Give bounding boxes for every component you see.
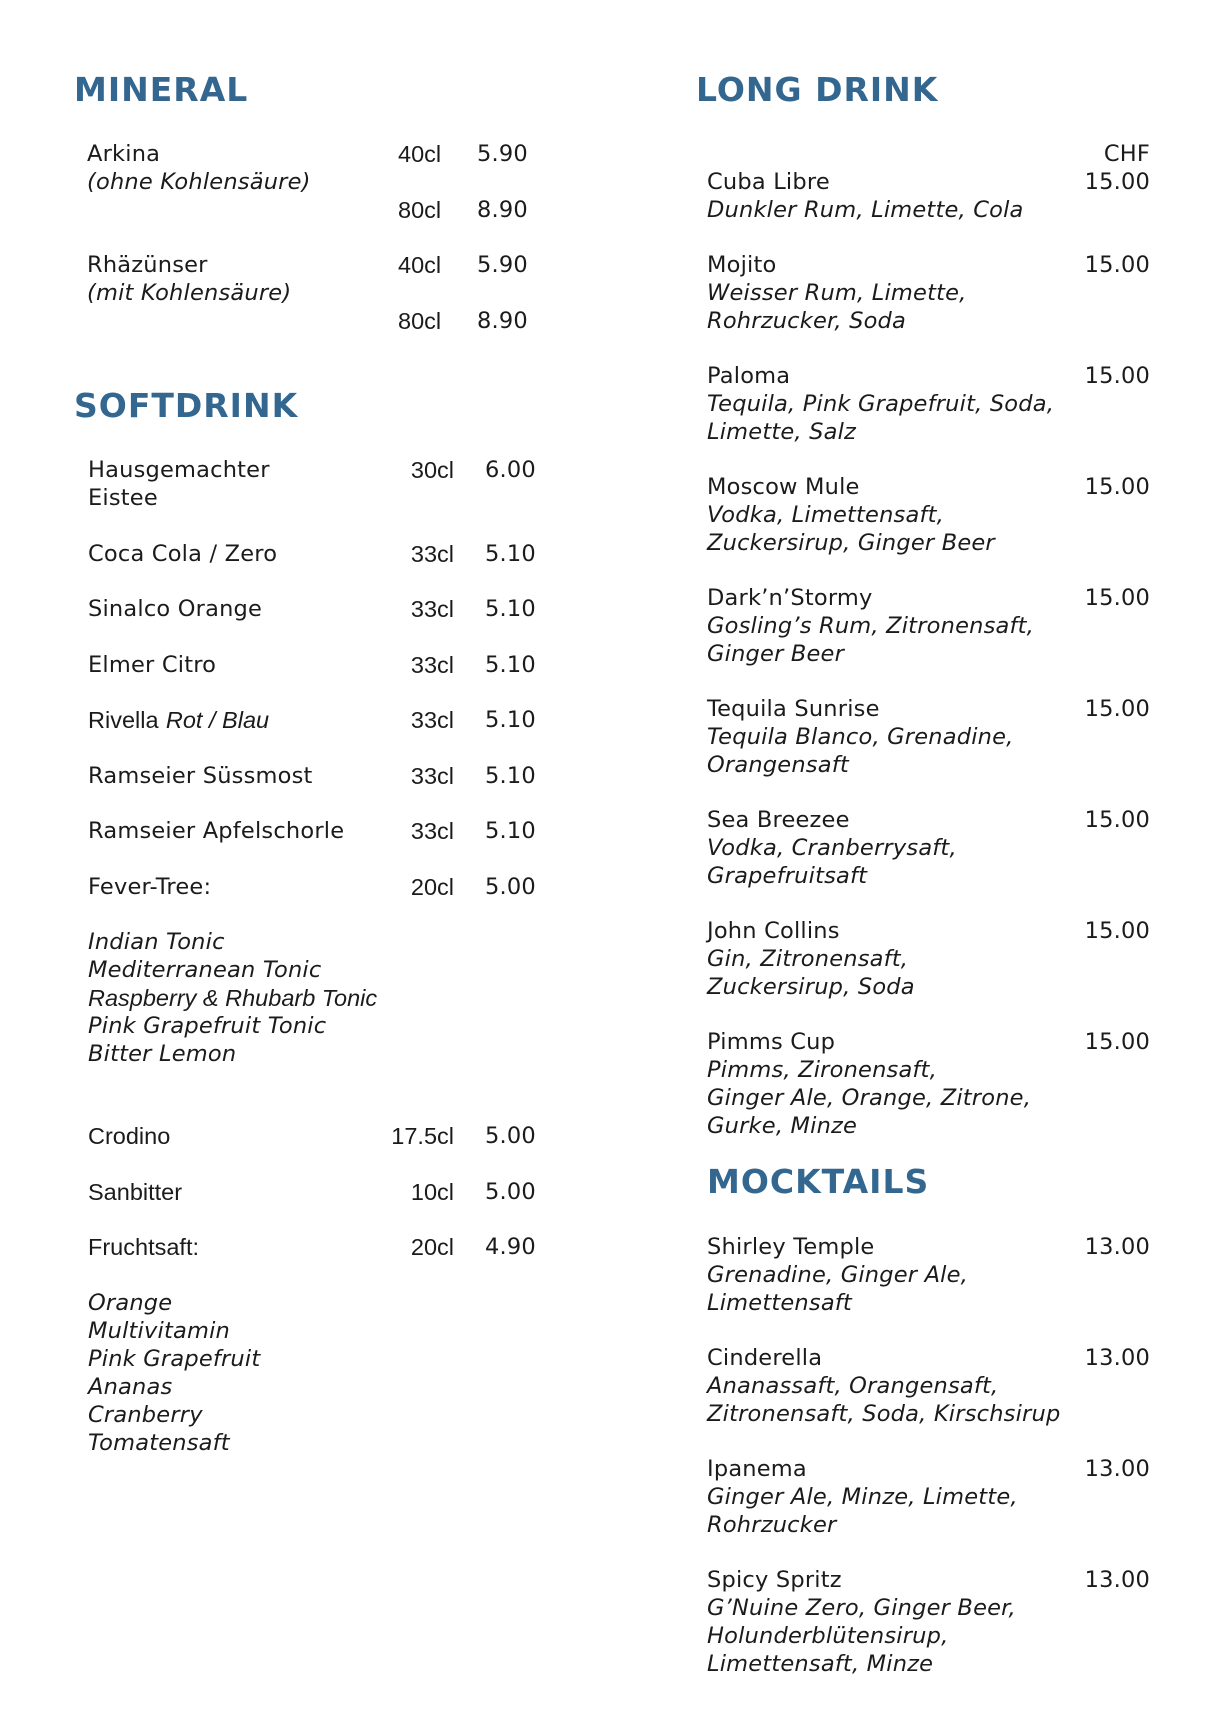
item-name: Fever-Tree: bbox=[88, 874, 212, 900]
item-name: Moscow Mule bbox=[707, 474, 860, 500]
item-name: John Collins bbox=[707, 918, 840, 944]
item-size: 33cl bbox=[410, 652, 454, 678]
flavor-item: Raspberry & Rhubarb Tonic bbox=[88, 985, 378, 1011]
item-price: 5.10 bbox=[485, 707, 536, 733]
item-description: Ginger Beer bbox=[707, 641, 845, 667]
item-price: 8.90 bbox=[477, 197, 528, 223]
flavor-item: Orange bbox=[88, 1290, 173, 1316]
item-name bbox=[88, 706, 269, 735]
item-price: 6.00 bbox=[485, 457, 536, 483]
item-name-line: Hausgemachter bbox=[88, 457, 270, 483]
flavor-item: Pink Grapefruit bbox=[88, 1346, 261, 1372]
item-name-main: Rivella bbox=[88, 707, 159, 733]
item-description: Zuckersirup, Ginger Beer bbox=[707, 530, 995, 556]
item-name: Rhäzünser bbox=[87, 252, 208, 278]
item-name: Spicy Spritz bbox=[707, 1567, 842, 1593]
flavor-item: Cranberry bbox=[88, 1402, 203, 1428]
item-description: Pimms, Zironensaft, bbox=[707, 1057, 937, 1083]
item-price: 13.00 bbox=[1084, 1456, 1150, 1482]
item-name: Fruchtsaft: bbox=[88, 1234, 200, 1260]
item-name: Cinderella bbox=[707, 1345, 823, 1371]
item-name: Shirley Temple bbox=[707, 1234, 875, 1260]
item-size: 17.5cl bbox=[391, 1123, 454, 1149]
item-size: 33cl bbox=[410, 707, 454, 733]
item-description: Rohrzucker, Soda bbox=[707, 308, 907, 334]
section-title-longdrink: LONG DRINK bbox=[696, 70, 939, 109]
item-size: 20cl bbox=[410, 1234, 454, 1260]
item-description: Holunderblütensirup, bbox=[707, 1623, 949, 1649]
item-name: Ipanema bbox=[707, 1456, 807, 1482]
item-size: 10cl bbox=[410, 1179, 454, 1205]
item-size: 30cl bbox=[410, 457, 454, 483]
item-price: 13.00 bbox=[1084, 1234, 1150, 1260]
item-description: Ananassaft, Orangensaft, bbox=[707, 1373, 999, 1399]
item-size: 33cl bbox=[410, 818, 454, 844]
item-description: Limettensaft bbox=[707, 1290, 852, 1316]
item-description: Grapefruitsaft bbox=[707, 863, 868, 889]
item-name: Ramseier Apfelschorle bbox=[88, 818, 345, 844]
item-price: 15.00 bbox=[1084, 363, 1150, 389]
item-price: 15.00 bbox=[1084, 474, 1150, 500]
item-description: Limette, Salz bbox=[707, 419, 857, 445]
item-price: 5.10 bbox=[485, 652, 536, 678]
item-price: 15.00 bbox=[1084, 252, 1150, 278]
item-size: 20cl bbox=[410, 874, 454, 900]
item-price: 15.00 bbox=[1084, 807, 1150, 833]
item-price: 15.00 bbox=[1084, 918, 1150, 944]
flavor-item: Bitter Lemon bbox=[88, 1041, 237, 1067]
item-name: Cuba Libre bbox=[707, 169, 830, 195]
section-title-mineral: MINERAL bbox=[74, 70, 249, 109]
flavor-item: Pink Grapefruit Tonic bbox=[88, 1013, 327, 1039]
section-title-softdrink: SOFTDRINK bbox=[74, 386, 299, 425]
item-note: (mit Kohlensäure) bbox=[87, 280, 292, 306]
flavor-item: Indian Tonic bbox=[88, 929, 225, 955]
item-description: Orangensaft bbox=[707, 752, 849, 778]
item-name: Pimms Cup bbox=[707, 1029, 836, 1055]
item-note: (ohne Kohlensäure) bbox=[87, 169, 311, 195]
item-price: 15.00 bbox=[1084, 696, 1150, 722]
item-price: 5.90 bbox=[477, 141, 528, 167]
item-name: Sanbitter bbox=[88, 1179, 183, 1205]
item-description: Gin, Zitronensaft, bbox=[707, 946, 909, 972]
item-description: Tequila Blanco, Grenadine, bbox=[707, 724, 1014, 750]
item-description: Ginger Ale, Orange, Zitrone, bbox=[707, 1085, 1032, 1111]
item-description: Limettensaft, Minze bbox=[707, 1651, 934, 1677]
item-size: 80cl bbox=[398, 197, 442, 223]
item-description: Grenadine, Ginger Ale, bbox=[707, 1262, 969, 1288]
item-name: Elmer Citro bbox=[88, 652, 217, 678]
item-price: 15.00 bbox=[1084, 1029, 1150, 1055]
item-name: Sea Breezee bbox=[707, 807, 850, 833]
flavor-item: Multivitamin bbox=[88, 1318, 231, 1344]
item-description: Gosling’s Rum, Zitronensaft, bbox=[707, 613, 1034, 639]
item-price: 13.00 bbox=[1084, 1567, 1150, 1593]
item-description: G’Nuine Zero, Ginger Beer, bbox=[707, 1595, 1016, 1621]
item-price: 5.00 bbox=[485, 874, 536, 900]
item-size: 40cl bbox=[398, 141, 442, 167]
item-name: Tequila Sunrise bbox=[707, 696, 880, 722]
item-description: Rohrzucker bbox=[707, 1512, 837, 1538]
item-size: 33cl bbox=[410, 541, 454, 567]
item-description: Gurke, Minze bbox=[707, 1113, 858, 1139]
flavor-item: Mediterranean Tonic bbox=[88, 957, 322, 983]
item-price: 5.00 bbox=[485, 1179, 536, 1205]
flavor-item: Tomatensaft bbox=[88, 1430, 230, 1456]
item-price: 5.10 bbox=[485, 818, 536, 844]
item-name: Sinalco Orange bbox=[88, 596, 263, 622]
flavor-item: Ananas bbox=[88, 1374, 173, 1400]
item-name: Ramseier Süssmost bbox=[88, 763, 313, 789]
currency-label: CHF bbox=[1103, 141, 1150, 167]
item-description: Weisser Rum, Limette, bbox=[707, 280, 967, 306]
item-name: Mojito bbox=[707, 252, 777, 278]
item-description: Ginger Ale, Minze, Limette, bbox=[707, 1484, 1018, 1510]
item-name: Crodino bbox=[88, 1123, 171, 1149]
item-price: 5.10 bbox=[485, 763, 536, 789]
item-size: 33cl bbox=[410, 596, 454, 622]
item-price: 5.10 bbox=[485, 541, 536, 567]
item-price: 15.00 bbox=[1084, 585, 1150, 611]
item-name: Arkina bbox=[87, 141, 161, 167]
item-description: Zuckersirup, Soda bbox=[707, 974, 915, 1000]
item-description: Dunkler Rum, Limette, Cola bbox=[707, 197, 1024, 223]
item-price: 5.90 bbox=[477, 252, 528, 278]
section-title-mocktails: MOCKTAILS bbox=[707, 1162, 930, 1201]
item-price: 13.00 bbox=[1084, 1345, 1150, 1371]
item-name: Paloma bbox=[707, 363, 791, 389]
item-price: 4.90 bbox=[485, 1234, 536, 1260]
item-size: 40cl bbox=[398, 252, 442, 278]
item-price: 15.00 bbox=[1084, 169, 1150, 195]
item-name: Dark’n’Stormy bbox=[707, 585, 873, 611]
item-name-line: Eistee bbox=[88, 485, 158, 511]
item-price: 8.90 bbox=[477, 308, 528, 334]
item-description: Tequila, Pink Grapefruit, Soda, bbox=[707, 391, 1055, 417]
item-description: Vodka, Cranberrysaft, bbox=[707, 835, 957, 861]
item-name-variant: Rot / Blau bbox=[165, 707, 270, 733]
item-description: Zitronensaft, Soda, Kirschsirup bbox=[707, 1401, 1061, 1427]
item-name: Coca Cola / Zero bbox=[88, 541, 278, 567]
item-size: 80cl bbox=[398, 308, 442, 334]
item-price: 5.10 bbox=[485, 596, 536, 622]
item-price: 5.00 bbox=[485, 1123, 536, 1149]
item-size: 33cl bbox=[410, 763, 454, 789]
item-description: Vodka, Limettensaft, bbox=[707, 502, 944, 528]
